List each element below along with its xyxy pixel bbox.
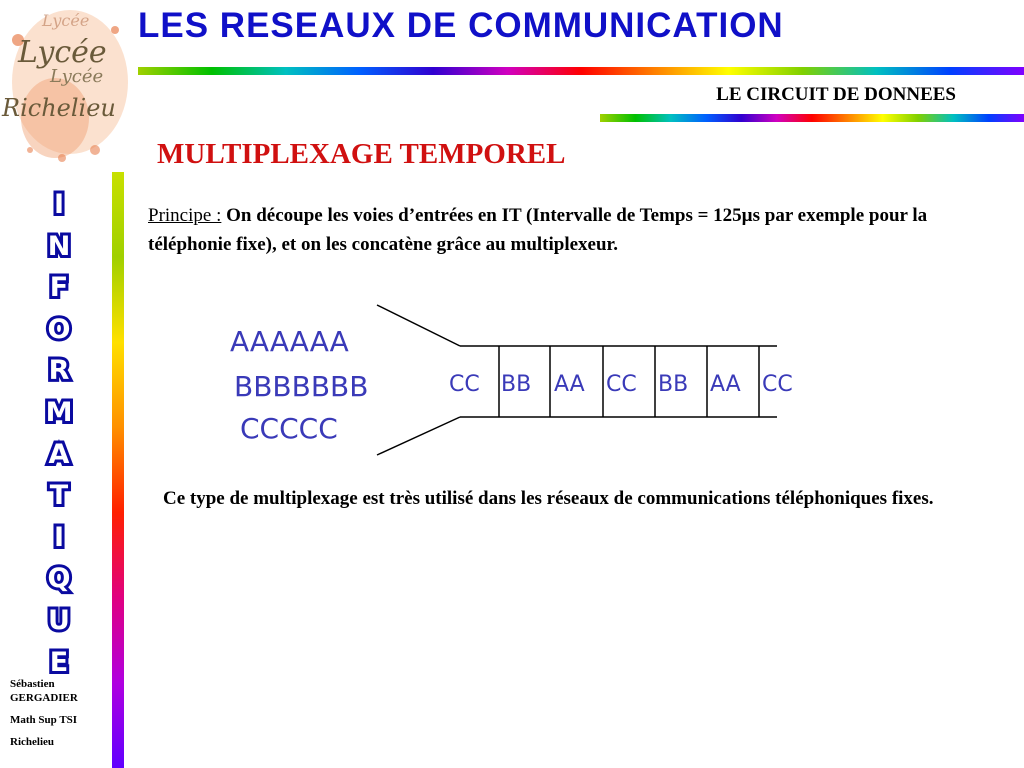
sidebar-letter: I xyxy=(53,521,65,553)
sidebar-letter: E xyxy=(49,646,69,678)
section-rainbow-divider xyxy=(600,114,1024,122)
class-name: Math Sup TSI xyxy=(10,714,78,726)
sidebar-letter: I xyxy=(53,189,65,220)
logo-text-1: Lycée xyxy=(42,11,90,30)
time-slot-label: BB xyxy=(501,372,532,397)
section-label: LE CIRCUIT DE DONNEES xyxy=(716,84,956,105)
logo-text-3: Lycée xyxy=(50,66,104,87)
sidebar-letter: O xyxy=(47,313,71,345)
sidebar-letter: Q xyxy=(47,563,71,595)
sidebar-letter: M xyxy=(45,396,73,428)
vertical-rainbow-divider xyxy=(112,172,124,768)
tdm-diagram xyxy=(220,300,820,460)
author-credits xyxy=(10,677,110,749)
principle-text: On découpe les voies d’entrées en IT (Intervalle de Temps = 125µs par exemple pour la téléphonie fixe), et on les concatène grâce au multiplexeur. xyxy=(148,205,928,255)
funnel-top-line xyxy=(377,305,460,346)
conclusion-paragraph: Ce type de multiplexage est très utilisé dans les réseaux de communications téléphoniques fixes. xyxy=(163,488,934,509)
sidebar-letter: U xyxy=(48,604,70,636)
sidebar-letter: A xyxy=(48,438,70,470)
principle-paragraph xyxy=(148,201,978,259)
sidebar-letter: N xyxy=(47,230,71,262)
presentation-title: LES RESEAUX DE COMMUNICATION xyxy=(138,6,784,45)
time-slot-label: CC xyxy=(762,372,793,397)
funnel-bottom-line xyxy=(377,417,460,455)
sidebar-letter: R xyxy=(48,355,70,387)
time-slot-label: BB xyxy=(658,372,689,397)
time-slot-label: AA xyxy=(554,372,585,397)
principle-label: Principe : xyxy=(148,205,222,226)
input-channel-b: BBBBBBB xyxy=(234,370,369,403)
sidebar-letter: F xyxy=(49,272,69,304)
author-last-name: GERGADIER xyxy=(10,692,78,704)
logo-text-4: Richelieu xyxy=(2,94,116,122)
time-slot-label: CC xyxy=(606,372,637,397)
slide-heading: MULTIPLEXAGE TEMPOREL xyxy=(157,138,566,170)
vertical-word-informatique xyxy=(30,184,88,683)
author-first-name: Sébastien xyxy=(10,678,55,690)
school-name: Richelieu xyxy=(10,736,54,748)
lycee-richelieu-logo xyxy=(0,0,140,170)
time-slot-label: CC xyxy=(449,372,480,397)
time-slot-label: AA xyxy=(710,372,741,397)
logo-text-2: Lycée xyxy=(18,35,107,70)
input-channel-c: CCCCC xyxy=(240,412,338,445)
input-channel-a: AAAAAA xyxy=(230,325,349,358)
top-rainbow-divider xyxy=(138,67,1024,75)
sidebar-letter: T xyxy=(49,480,69,512)
